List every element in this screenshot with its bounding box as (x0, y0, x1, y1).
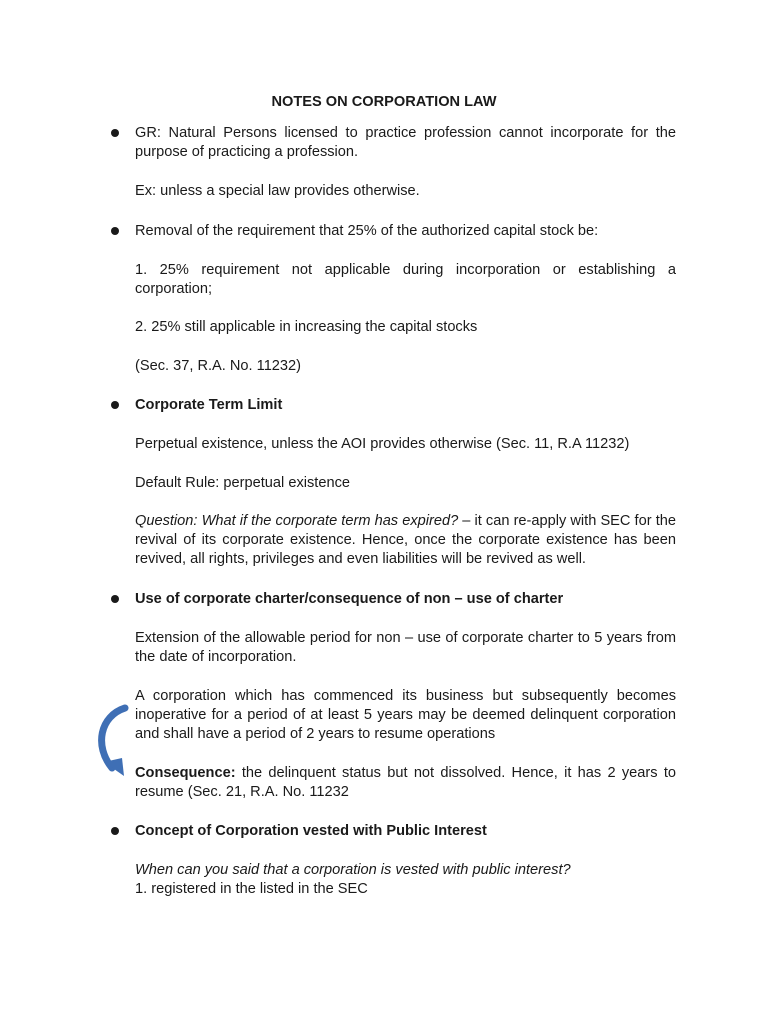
gr-paragraph: GR: Natural Persons licensed to practice profession cannot incorporate for the purpose of practicing a profession. (135, 125, 676, 160)
consequence-text: the delinquent status but not dissolved. Hence, it has 2 years to resume (Sec. 21, R.A. No. 11232 (135, 765, 676, 800)
list-item-1: 1. 25% requirement not applicable during incorporation or establishing a corporation; (135, 262, 676, 297)
curved-arrow-icon (92, 704, 132, 780)
public-interest-question: When can you said that a corporation is vested with public interest? (135, 862, 571, 878)
section-heading-term-limit: Corporate Term Limit (135, 397, 283, 413)
consequence-paragraph (135, 764, 676, 802)
bullet-icon (111, 227, 119, 235)
answer-text: – it can re-apply with SEC for the revival of its corporate existence. Hence, once the corporate existence has been revived, all rights, privileges and even liabilities will be revived as well. (135, 513, 676, 567)
bullet-icon (111, 827, 119, 835)
citation: (Sec. 37, R.A. No. 11232) (135, 358, 302, 374)
delinquent-paragraph: A corporation which has commenced its business but subsequently becomes inoperative for a period of at least 5 years may be deemed delinquent corporation and shall have a period of 2 years to resume operations (135, 688, 676, 742)
question-paragraph (135, 512, 676, 569)
removal-paragraph: Removal of the requirement that 25% of the authorized capital stock be: (135, 223, 599, 239)
page-title: NOTES ON CORPORATION LAW (271, 94, 497, 110)
list-item-2: 2. 25% still applicable in increasing the capital stocks (135, 319, 478, 335)
bullet-icon (111, 401, 119, 409)
question-text: Question: What if the corporate term has expired? (135, 513, 459, 529)
perpetual-paragraph: Perpetual existence, unless the AOI provides otherwise (Sec. 11, R.A 11232) (135, 436, 630, 452)
section-heading-public-interest: Concept of Corporation vested with Public Interest (135, 823, 487, 839)
bullet-icon (111, 129, 119, 137)
default-rule-paragraph: Default Rule: perpetual existence (135, 475, 350, 491)
section-heading-charter: Use of corporate charter/consequence of non – use of charter (135, 591, 564, 607)
bullet-icon (111, 595, 119, 603)
exception-paragraph: Ex: unless a special law provides otherwise. (135, 183, 420, 199)
public-interest-item-1: 1. registered in the listed in the SEC (135, 881, 368, 897)
consequence-label: Consequence: (135, 765, 236, 781)
extension-paragraph: Extension of the allowable period for non – use of corporate charter to 5 years from the date of incorporation. (135, 630, 676, 665)
